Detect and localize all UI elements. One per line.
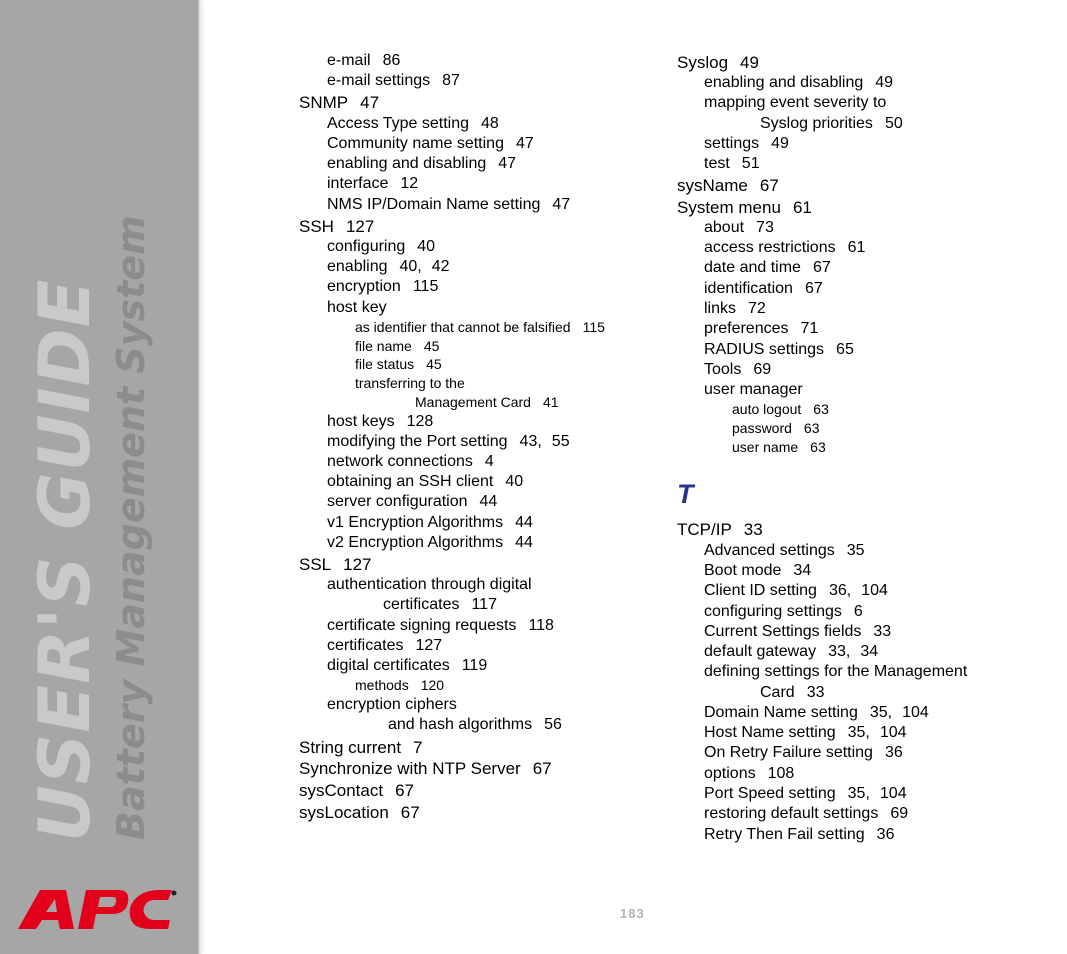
index-term: Client ID setting	[704, 582, 817, 599]
index-entry	[704, 260, 831, 276]
index-entry	[355, 320, 605, 334]
page-reference: 56	[544, 716, 562, 733]
index-term: v2 Encryption Algorithms	[327, 534, 504, 551]
index-term: password	[732, 420, 792, 436]
index-term: sysContact	[299, 781, 384, 800]
index-entry	[327, 658, 487, 674]
index-entry	[299, 804, 420, 821]
page-reference: 49	[740, 53, 759, 72]
page-reference: 61	[847, 239, 866, 256]
index-term: Tools	[704, 361, 742, 378]
index-term: Access Type setting	[327, 115, 469, 132]
index-entry	[677, 177, 779, 194]
index-term: options	[704, 765, 756, 782]
page-reference: 127	[415, 637, 443, 654]
guide-subtitle: Battery Management System	[109, 215, 153, 840]
index-term: Port Speed setting	[704, 785, 836, 802]
page-reference: 65	[836, 341, 854, 358]
index-term: certificate signing requests	[327, 617, 517, 634]
page-reference: 50	[884, 115, 903, 132]
index-entry	[327, 53, 400, 69]
index-term: authentication through digital	[327, 576, 532, 593]
page-reference: 35,	[847, 724, 870, 741]
index-term: Current Settings fields	[704, 623, 862, 640]
page-reference: 44	[479, 493, 498, 510]
page-reference: 40	[505, 473, 524, 490]
page-reference: 67	[759, 176, 779, 195]
sidebar-shadow	[198, 0, 202, 954]
index-entry	[327, 136, 534, 152]
page-reference: 35,	[847, 785, 870, 802]
index-term: about	[704, 219, 745, 236]
page-reference: 44	[515, 534, 533, 551]
index-entry	[327, 454, 494, 470]
index-entry	[299, 556, 372, 573]
index-term: auto logout	[732, 401, 802, 417]
page-reference: 6	[853, 603, 863, 620]
index-term: enabling and disabling	[327, 155, 487, 172]
index-term: Advanced settings	[704, 542, 835, 559]
index-entry	[355, 376, 465, 390]
page-reference: 47	[498, 155, 517, 172]
index-term: and hash algorithms	[388, 716, 533, 733]
index-entry	[704, 382, 803, 398]
index-term: server configuration	[327, 493, 468, 510]
page-reference: 69	[753, 361, 772, 378]
page-reference: 34	[860, 643, 879, 660]
page-reference: 127	[343, 555, 372, 574]
index-entry	[704, 806, 908, 822]
index-term: file status	[355, 356, 415, 372]
index-entry	[704, 705, 929, 721]
page-reference: 42	[431, 258, 450, 275]
index-entry	[383, 597, 497, 613]
index-term: host keys	[327, 413, 395, 430]
index-entry	[299, 760, 552, 777]
index-entry	[677, 199, 812, 216]
index-term: digital certificates	[327, 657, 450, 674]
index-entry	[704, 543, 865, 559]
index-entry	[704, 281, 823, 297]
index-term: v1 Encryption Algorithms	[327, 514, 504, 531]
index-term: sysName	[677, 176, 748, 195]
index-entry	[704, 220, 774, 236]
index-term: sysLocation	[299, 803, 389, 822]
page-reference: 104	[861, 582, 888, 599]
index-entry	[704, 156, 760, 172]
index-entry	[704, 827, 894, 843]
index-term: modifying the Port setting	[327, 433, 508, 450]
index-entry	[704, 342, 854, 358]
index-entry	[732, 440, 826, 454]
index-term: Card	[760, 684, 795, 701]
index-term: enabling and disabling	[704, 74, 864, 91]
index-term: defining settings for the Management	[704, 663, 968, 680]
index-term: Synchronize with NTP Server	[299, 759, 521, 778]
index-entry	[704, 321, 818, 337]
index-term: TCP/IP	[677, 520, 732, 539]
page-reference: 33,	[828, 643, 851, 660]
index-entry	[299, 739, 423, 756]
page-number: 183	[620, 906, 645, 921]
index-entry	[704, 362, 771, 378]
index-entry	[327, 239, 435, 255]
page-reference: 40	[417, 238, 436, 255]
page-reference: 45	[426, 356, 442, 372]
index-term: RADIUS settings	[704, 341, 825, 358]
index-term: SSH	[299, 217, 334, 236]
page-reference: 108	[767, 765, 795, 782]
index-term: Domain Name setting	[704, 704, 858, 721]
page-reference: 12	[400, 175, 419, 192]
index-term: host key	[327, 299, 387, 316]
page-reference: 47	[552, 196, 571, 213]
index-term: Host Name setting	[704, 724, 836, 741]
page-reference: 73	[756, 219, 774, 236]
page-reference: 4	[484, 453, 494, 470]
index-entry	[327, 697, 457, 713]
page-reference: 67	[812, 259, 831, 276]
guide-title: USER'S GUIDE	[24, 278, 106, 842]
index-term: settings	[704, 135, 760, 152]
registered-mark-icon	[172, 891, 177, 896]
index-entry	[327, 156, 516, 172]
page-reference: 49	[875, 74, 894, 91]
index-term: enabling	[327, 258, 388, 275]
page-reference: 51	[741, 155, 760, 172]
page-reference: 47	[515, 135, 534, 152]
index-term: Management Card	[415, 394, 531, 410]
page-reference: 120	[420, 677, 445, 693]
page-reference: 48	[481, 115, 499, 132]
page-reference: 87	[442, 72, 460, 89]
index-entry	[677, 521, 763, 538]
page-reference: 104	[879, 724, 907, 741]
page-reference: 33	[743, 520, 763, 539]
index-term: test	[704, 155, 730, 172]
index-entry	[355, 339, 439, 353]
index-term: Retry Then Fail setting	[704, 826, 865, 843]
index-term: default gateway	[704, 643, 817, 660]
page-reference: 36,	[828, 582, 852, 599]
index-term: configuring	[327, 238, 406, 255]
index-entry	[760, 116, 903, 132]
page-reference: 63	[813, 401, 829, 417]
index-entry	[327, 494, 497, 510]
page-reference: 45	[423, 338, 440, 354]
page-reference: 67	[804, 280, 823, 297]
index-term: On Retry Failure setting	[704, 744, 873, 761]
index-entry	[327, 474, 523, 490]
index-term: transferring to the	[355, 375, 465, 391]
page-reference: 44	[515, 514, 533, 531]
index-term: date and time	[704, 259, 801, 276]
page-reference: 127	[345, 217, 375, 236]
index-term: mapping event severity to	[704, 94, 887, 111]
index-entry	[299, 782, 414, 799]
page-reference: 33	[873, 623, 892, 640]
page-reference: 36	[884, 744, 903, 761]
index-entry	[327, 434, 570, 450]
page-reference: 34	[793, 562, 812, 579]
index-term: e-mail settings	[327, 72, 431, 89]
page-reference: 104	[902, 704, 929, 721]
index-entry	[704, 240, 865, 256]
index-entry	[327, 577, 532, 593]
page-reference: 43,	[519, 433, 542, 450]
index-entry	[327, 300, 387, 316]
page-reference: 63	[803, 420, 820, 436]
index-term: restoring default settings	[704, 805, 879, 822]
index-entry	[732, 402, 829, 416]
index-entry	[327, 197, 570, 213]
index-entry	[299, 218, 374, 235]
page-reference: 47	[360, 93, 380, 112]
index-term: identification	[704, 280, 793, 297]
index-term: certificates	[327, 637, 404, 654]
index-entry	[704, 136, 789, 152]
index-entry	[704, 664, 967, 680]
index-entry	[704, 604, 863, 620]
page-reference: 61	[792, 198, 812, 217]
index-entry	[760, 685, 824, 701]
index-entry	[327, 279, 438, 295]
index-entry	[327, 116, 499, 132]
index-term: preferences	[704, 320, 789, 337]
index-entry	[704, 624, 891, 640]
page-reference: 115	[412, 278, 439, 295]
index-term: access restrictions	[704, 239, 836, 256]
index-term: methods	[355, 677, 409, 693]
index-entry	[704, 644, 878, 660]
page-reference: 118	[528, 617, 554, 634]
index-term: certificates	[383, 596, 460, 613]
index-entry	[415, 395, 559, 409]
index-term: network connections	[327, 453, 473, 470]
index-term: System menu	[677, 198, 781, 217]
index-entry	[327, 176, 418, 192]
page-reference: 7	[413, 738, 423, 757]
index-entry	[327, 535, 533, 551]
index-entry	[327, 259, 450, 275]
index-term: Syslog priorities	[760, 115, 873, 132]
index-term: links	[704, 300, 737, 317]
index-entry	[704, 745, 903, 761]
index-entry	[704, 95, 886, 111]
index-term: Boot mode	[704, 562, 782, 579]
page-reference: 35,	[869, 704, 893, 721]
page-reference: 72	[748, 300, 766, 317]
index-term: obtaining an SSH client	[327, 473, 494, 490]
page-reference: 67	[532, 759, 552, 778]
index-term: user manager	[704, 381, 803, 398]
page-reference: 115	[582, 319, 605, 335]
page-reference: 41	[542, 394, 559, 410]
index-term: Community name setting	[327, 135, 504, 152]
index-entry	[327, 618, 554, 634]
page-reference: 104	[879, 785, 907, 802]
index-entry	[704, 563, 811, 579]
index-entry	[327, 73, 460, 89]
page-reference: 35	[846, 542, 865, 559]
index-entry	[388, 717, 562, 733]
index-entry	[732, 421, 820, 435]
page-reference: 49	[771, 135, 789, 152]
index-entry	[355, 678, 444, 692]
page-reference: 33	[806, 684, 825, 701]
page-reference: 119	[461, 657, 488, 674]
index-term: encryption	[327, 278, 401, 295]
index-entry	[704, 301, 766, 317]
page-reference: 86	[382, 52, 401, 69]
index-term: SSL	[299, 555, 332, 574]
index-term: e-mail	[327, 52, 371, 69]
index-term: Syslog	[677, 53, 729, 72]
index-entry	[355, 357, 442, 371]
index-term: NMS IP/Domain Name setting	[327, 196, 541, 213]
page-reference: 71	[800, 320, 819, 337]
index-entry	[327, 414, 433, 430]
page-reference: 128	[406, 413, 434, 430]
index-entry	[299, 94, 379, 111]
page-reference: 40,	[399, 258, 422, 275]
page-reference: 55	[551, 433, 570, 450]
index-entry	[704, 786, 907, 802]
index-term: String current	[299, 738, 402, 757]
page-reference: 117	[471, 596, 497, 613]
index-entry	[704, 766, 794, 782]
index-term: interface	[327, 175, 389, 192]
index-entry	[704, 725, 907, 741]
index-term: as identifier that cannot be falsified	[355, 319, 571, 335]
page-reference: 67	[395, 781, 415, 800]
index-entry	[327, 515, 533, 531]
index-entry	[327, 638, 442, 654]
page-reference: 63	[810, 439, 826, 455]
index-term: user name	[732, 439, 799, 455]
apc-logo	[18, 886, 178, 932]
page-reference: 67	[400, 803, 420, 822]
section-letter: T	[677, 479, 694, 509]
page-reference: 69	[890, 805, 909, 822]
index-term: configuring settings	[704, 603, 842, 620]
index-term: encryption ciphers	[327, 696, 457, 713]
index-entry	[704, 75, 893, 91]
index-entry	[704, 583, 888, 599]
page-reference: 36	[876, 826, 895, 843]
index-term: file name	[355, 338, 412, 354]
index-term: SNMP	[299, 93, 349, 112]
index-entry	[677, 54, 759, 71]
